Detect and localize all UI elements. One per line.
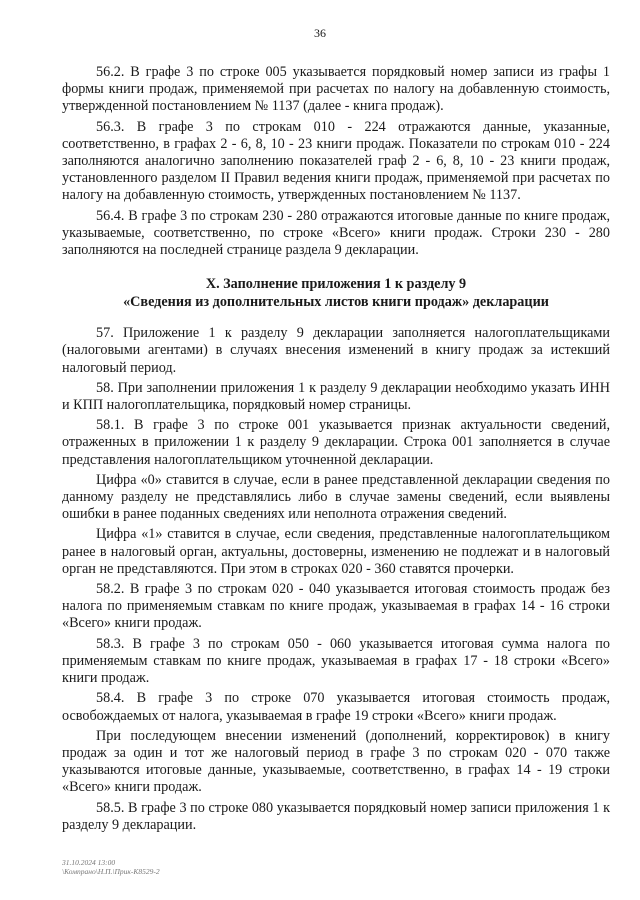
page-number: 36 [314,26,326,40]
paragraph-58-1: 58.1. В графе 3 по строке 001 указывается признак актуальности сведений, отраженных в приложении 1 к разделу 9 декларации. Строка 001 заполняется в случае представления налогоплательщиком уточненной декларации. [62,417,610,468]
paragraph-58: 58. При заполнении приложения 1 к разделу 9 декларации необходимо указать ИНН и КПП налогоплательщика, порядковый номер страницы. [62,379,610,414]
paragraph-subsequent-changes: При последующем внесении изменений (дополнений, корректировок) в книгу продаж за один и тот же налоговый период в графе 3 по строкам 020 - 070 также указываются итоговые данные, указываемые, соответственно, в графах 14 - 19 строки «Всего» книги продаж. [62,727,610,796]
paragraph-58-5: 58.5. В графе 3 по строке 080 указывается порядковый номер записи приложения 1 к разделу 9 декларации. [62,799,610,833]
paragraph-digit-1: Цифра «1» ставится в случае, если сведения, представленные налогоплательщиком ранее в налоговый орган, актуальны, достоверны, изменению не подлежат и в налоговый орган не представляются. При этом в строках 020 - 360 ставятся прочерки. [62,526,610,577]
section-heading-line1: X. Заполнение приложения 1 к разделу 9 [205,276,467,293]
document-body [62,64,610,837]
paragraph-58-3: 58.3. В графе 3 по строкам 050 - 060 указывается итоговая сумма налога по применяемым ставкам по книге продаж, указываемая в графах 17 - 18 строки «Всего» книги продаж. [62,635,610,687]
paragraph-58-4: 58.4. В графе 3 по строке 070 указывается итоговая стоимость продаж, освобождаемых от налога, указываемая в графе 19 строки «Всего» книги продаж. [62,690,610,724]
footer-date: 31.10.2024 13:00 [62,858,116,867]
paragraph-58-2: 58.2. В графе 3 по строкам 020 - 040 указывается итоговая стоимость продаж без налога по применяемым ставкам по книге продаж, указываемая в графах 14 - 16 строки «Всего» книги продаж. [62,581,610,632]
section-heading-line2: «Сведения из дополнительных листов книги продаж» декларации [123,294,549,311]
paragraph-56-4: 56.4. В графе 3 по строкам 230 - 280 отражаются итоговые данные по книге продаж, указываемые, соответственно, по строке «Всего» книги продаж. Строки 230 - 280 заполняются на последней странице раздела 9 декларации. [62,207,610,259]
paragraph-56-3: 56.3. В графе 3 по строкам 010 - 224 отражаются данные, указанные, соответственно, в графах 2 - 6, 8, 10 - 23 книги продаж. Показатели по строкам 010 - 224 заполняются аналогично заполнению показателей граф 2 - 6, 8, 10 - 23 книги продаж, установленного разделом II Правил ведения книги продаж, применяемой при расчетах по налогу на добавленную стоимость, утвержденных постановлением № 1137. [62,118,610,204]
paragraph-digit-0: Цифра «0» ставится в случае, если в ранее представленной декларации сведения по данному разделу не представлялись либо в случае замены сведений, если выявлены ошибки в ранее поданных сведениях или неполнота отражения сведений. [62,471,610,523]
paragraph-57: 57. Приложение 1 к разделу 9 декларации заполняется налогоплательщиками (налоговыми агентами) в случаях внесения изменений в книгу продаж за истекший налоговый период. [62,325,610,376]
footer-stamp [62,858,160,876]
section-heading [62,275,610,311]
paragraph-56-2: 56.2. В графе 3 по строке 005 указывается порядковый номер записи из графы 1 формы книги продаж, применяемой при расчетах по налогу на добавленную стоимость, утвержденной постановлением № 1137 (далее - книга продаж). [62,64,610,115]
footer-path: \Компрано\Н.П.\Прик-К8529-2 [62,867,160,876]
